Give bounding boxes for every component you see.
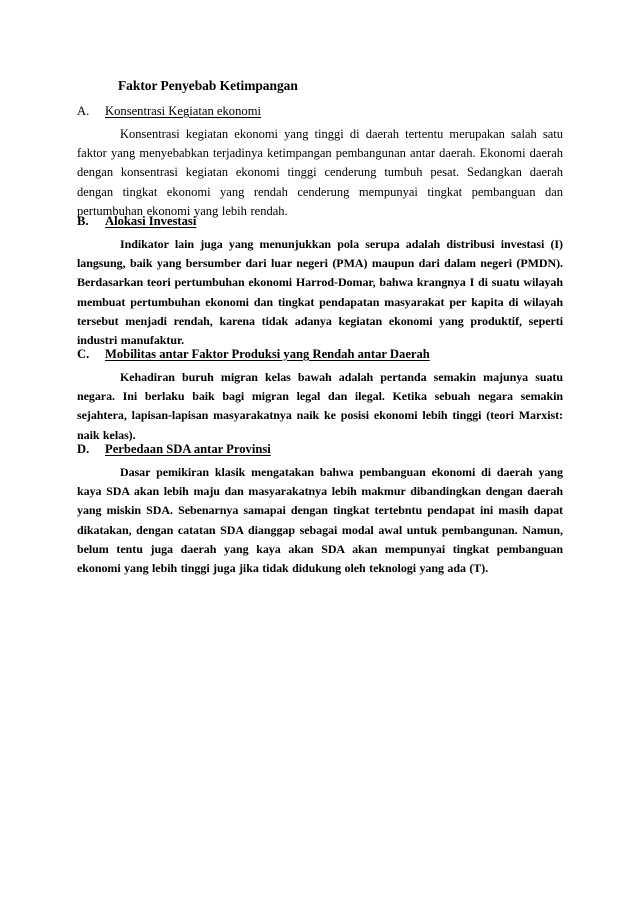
- page-title: Faktor Penyebab Ketimpangan: [118, 78, 298, 93]
- section-letter: D.: [77, 442, 90, 456]
- section-heading: [77, 212, 563, 230]
- section-heading: [77, 102, 563, 120]
- section-b: [77, 212, 563, 350]
- section-letter: C.: [77, 347, 90, 361]
- section-d: [77, 440, 563, 578]
- section-paragraph: Konsentrasi kegiatan ekonomi yang tinggi di daerah tertentu merupakan salah satu faktor yang menyebabkan terjadinya ketimpangan pembangunan antar daerah. Ekonomi daerah dengan konsentrasi kegiatan ekonomi tinggi cenderung tumbuh pesat. Sedangkan daerah dengan tingkat ekonomi yang rendah cenderung mempunyai tingkat pembanguan dan pertumbuhan ekonomi yang lebih rendah.: [77, 127, 563, 218]
- section-paragraph: Dasar pemikiran klasik mengatakan bahwa pembanguan ekonomi di daerah yang kaya SDA akan lebih maju dan masyarakatnya lebih makmur dibandingkan dengan daerah yang miskin SDA. Sebenarnya samapai dengan tingkat tertebntu pendapat ini masih dapat dikatakan, dengan catatan SDA dianggap sebagai modal awal untuk pembangunan. Namun, belum tentu juga daerah yang kaya akan SDA akan mempunyai tingkat pembanguan ekonomi yang lebih tinggi juga jika tidak didukung oleh teknologi yang ada (T).: [77, 465, 563, 576]
- section-title: Mobilitas antar Faktor Produksi yang Rendah antar Daerah: [105, 347, 430, 361]
- section-letter: A.: [77, 104, 90, 118]
- section-paragraph: Kehadiran buruh migran kelas bawah adalah pertanda semakin majunya suatu negara. Ini berlaku baik bagi migran legal dan ilegal. Ketika sebuah negara semakin sejahtera, lapisan-lapisan masyarakatnya naik ke posisi ekonomi lebih tinggi (teori Marxist: naik kelas).: [77, 370, 563, 442]
- section-title: Konsentrasi Kegiatan ekonomi: [105, 104, 261, 118]
- section-heading: [77, 440, 563, 458]
- section-title: Alokasi Investasi: [105, 214, 197, 228]
- section-paragraph: Indikator lain juga yang menunjukkan pola serupa adalah distribusi investasi (I) langsung, baik yang bersumber dari luar negeri (PMA) maupun dari dalam negeri (PMDN). Berdasarkan teori pertumbuhan ekonomi Harrod-Domar, bahwa krangnya I di suatu wilayah membuat pertumbuhan ekonomi dan tingkat pendapatan masyarakat per kapita di wilayah tersebut menjadi rendah, karena tidak adanya kegiatan ekonomi yang produktif, seperti industri manufaktur.: [77, 237, 563, 348]
- section-title: Perbedaan SDA antar Provinsi: [105, 442, 271, 456]
- section-c: [77, 345, 563, 445]
- section-letter: B.: [77, 214, 89, 228]
- section-a: [77, 102, 563, 221]
- section-heading: [77, 345, 563, 363]
